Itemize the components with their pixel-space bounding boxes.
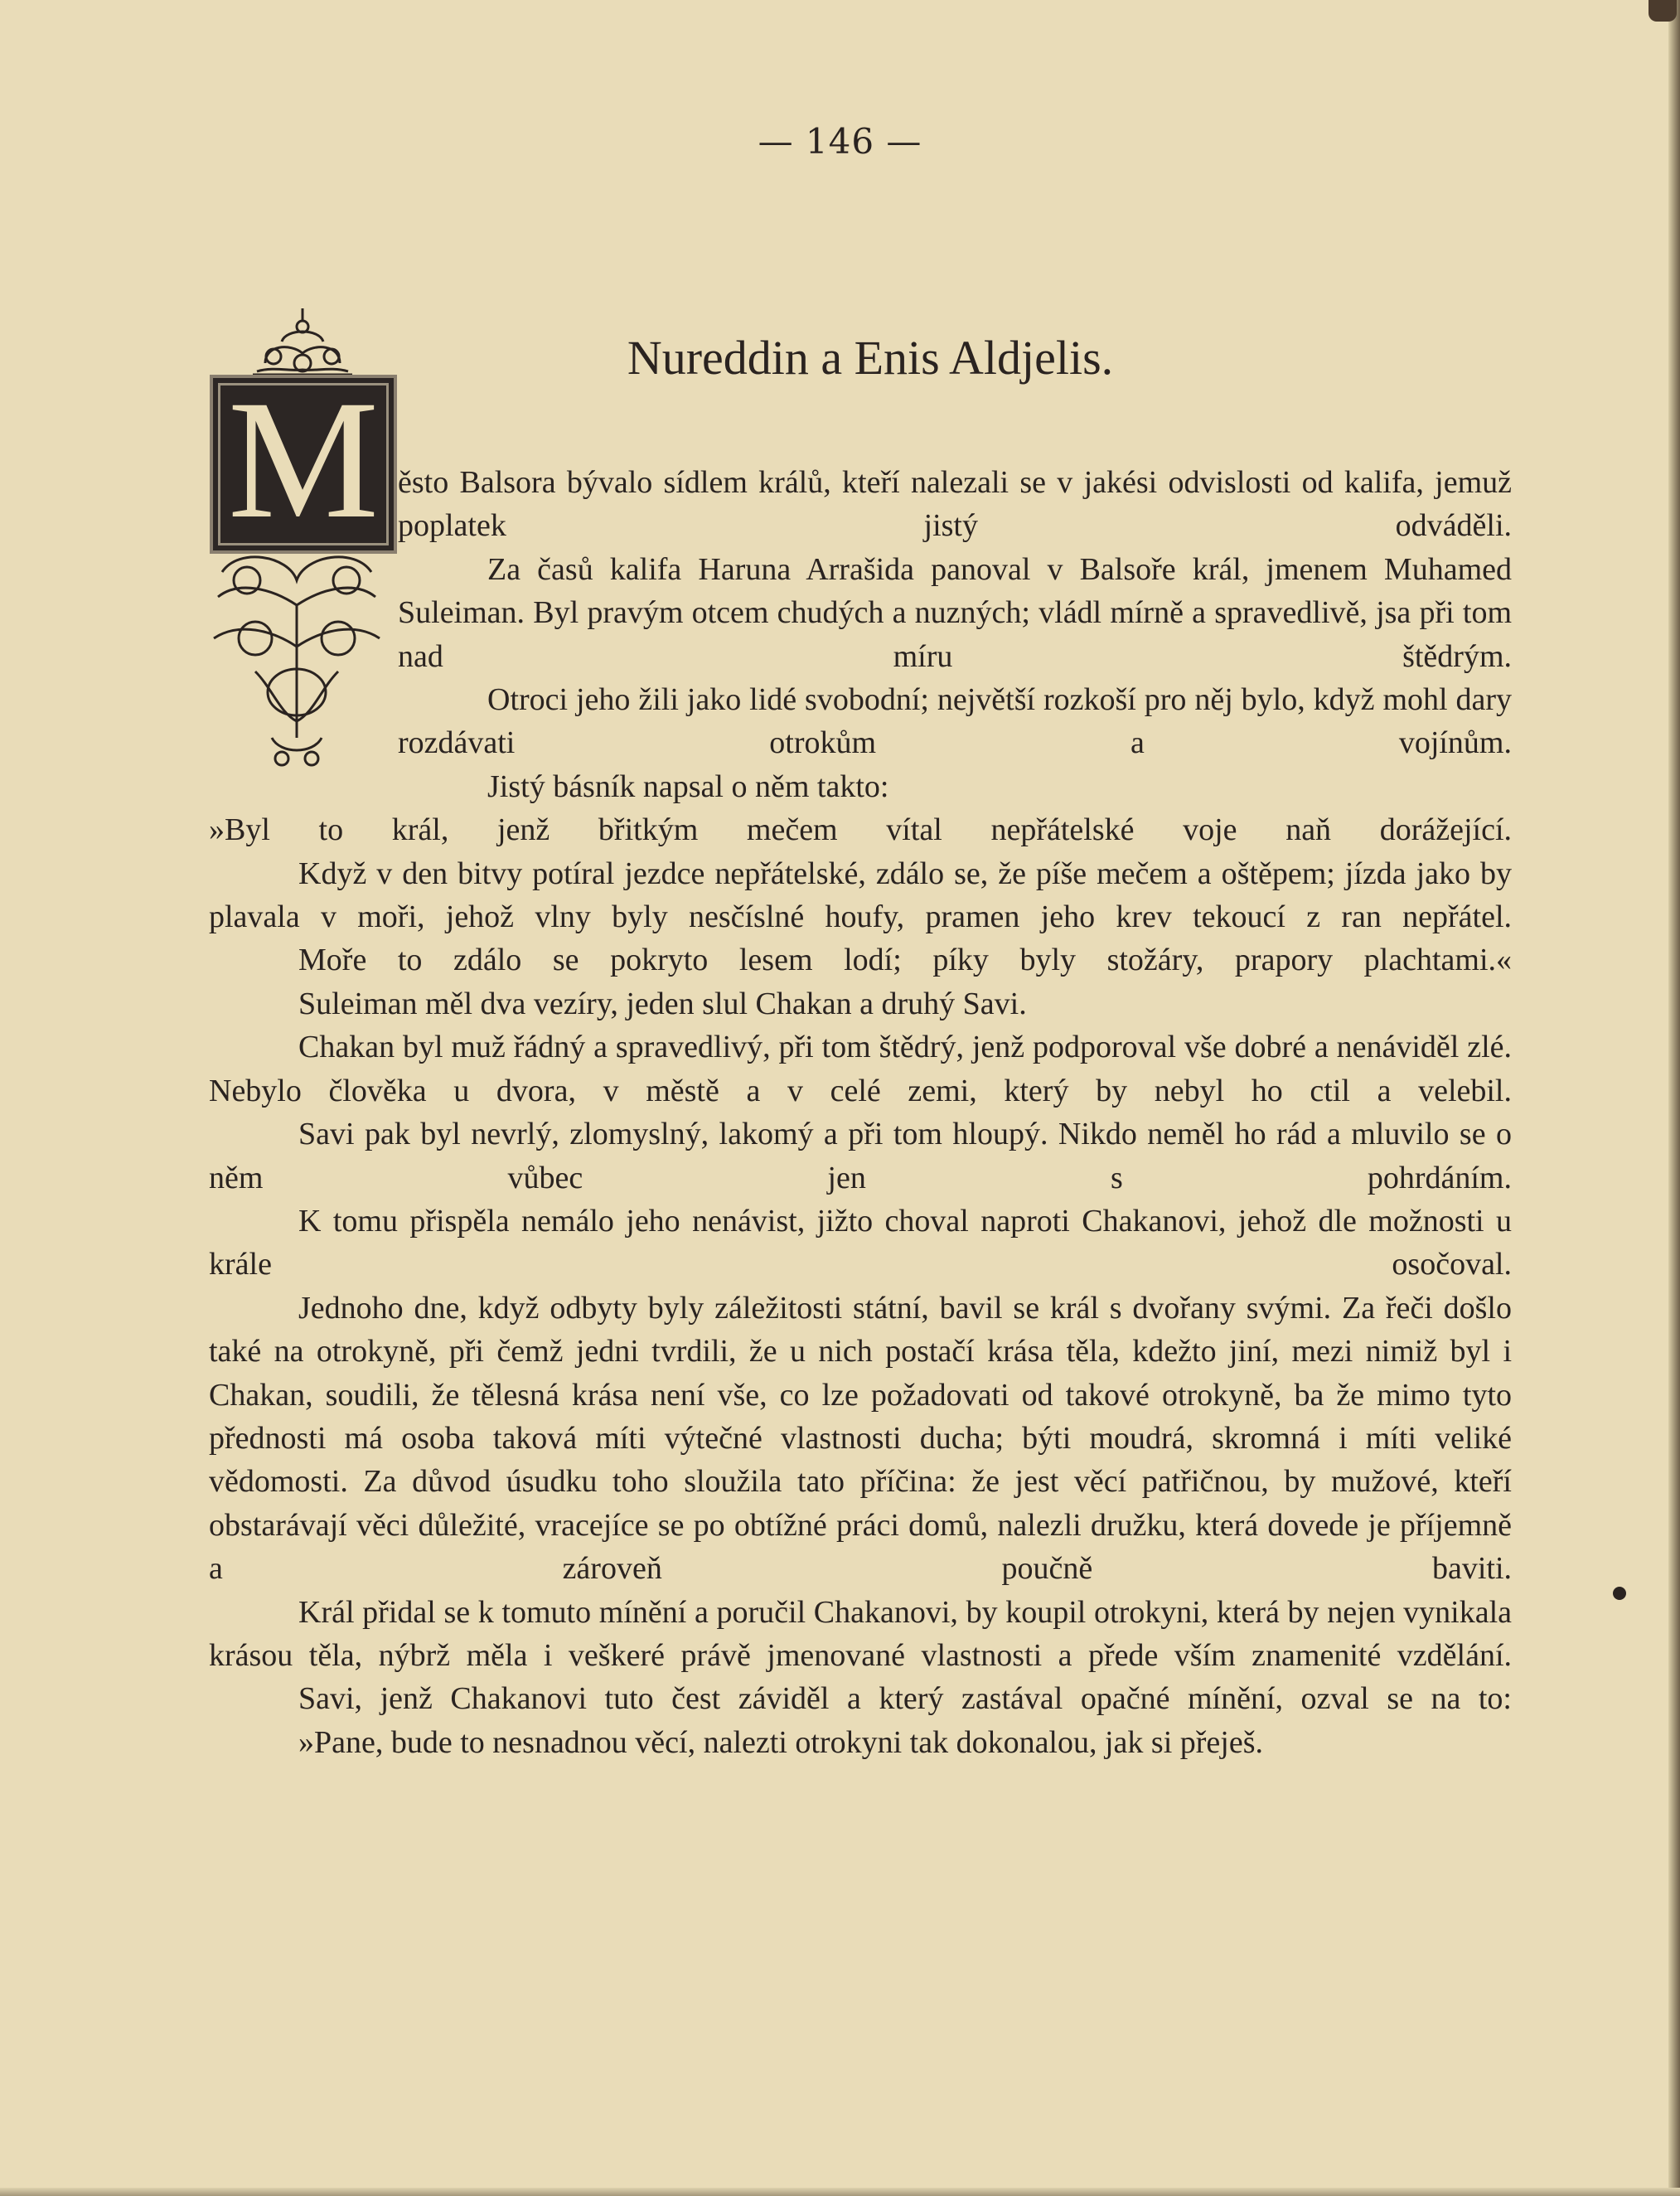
paragraph-7: Moře to zdálo se pokryto lesem lodí; píky byly stožáry, prapory plachtami.« (298, 943, 1512, 978)
initial-letter: M (227, 366, 380, 554)
paragraph-5: »Byl to král, jenž břitkým mečem vítal nepřátelské voje naň dorážející. (209, 812, 1512, 848)
page-number-header: — 146 — (758, 121, 922, 162)
paragraph-3: Otroci jeho žili jako lidé svobodní; největší rozkoší pro něj bylo, když mohl dary rozdávati otrokům a vojínům. (398, 682, 1512, 761)
paragraph-4: Jistý básník napsal o něm takto: (487, 768, 889, 804)
page-edge-bottom (0, 2188, 1680, 2196)
body-text (209, 461, 1512, 1764)
page-edge-right (1668, 0, 1680, 2196)
paragraph-14: Savi, jenž Chakanovi tuto čest záviděl a který zastával opačné mínění, ozval se na to: (298, 1681, 1512, 1717)
paragraph-8: Suleiman měl dva vezíry, jeden slul Chakan a druhý Savi. (298, 986, 1027, 1021)
paragraph-9: Chakan byl muž řádný a spravedlivý, při tom štědrý, jenž podporoval vše dobré a nenáviděl zlé. Nebylo člověka u dvora, v městě a v celé zemi, který by nebyl ho ctil a velebil. (209, 1030, 1512, 1108)
paragraph-11: K tomu přispěla nemálo jeho nenávist, jižto choval naproti Chakanovi, jehož dle možnosti u krále osočoval. (209, 1203, 1512, 1282)
paragraph-10: Savi pak byl nevrlý, zlomyslný, lakomý a při tom hloupý. Nikdo neměl ho rád a mluvilo se o něm vůbec jen s pohrdáním. (209, 1117, 1512, 1195)
binding-mark (1649, 0, 1677, 22)
paragraph-1: ěsto Balsora bývalo sídlem králů, kteří nalezali se v jakési odvislosti od kalifa, jemuž poplatek jistý odváděli. (398, 465, 1512, 544)
paragraph-2: Za časů kalifa Haruna Arrašida panoval v Balsoře král, jmenem Muhamed Suleiman. Byl pravým otcem chudých a nuzných; vládl mírně a spravedlivě, jsa při tom nad míru štědrým. (398, 551, 1512, 674)
paragraph-6: Když v den bitvy potíral jezdce nepřátelské, zdálo se, že píše mečem a oštěpem; jízda jako by plavala v moři, jehož vlny byly nesčíslné houfy, pramen jeho krev tekoucí z ran nepřátel. (209, 856, 1512, 935)
paragraph-15: »Pane, bude to nesnadnou věcí, nalezti otrokyni tak dokonalou, jak si přeješ. (298, 1724, 1263, 1760)
chapter-title: Nureddin a Enis Aldjelis. (627, 331, 1114, 385)
margin-dot (1613, 1587, 1626, 1600)
paragraph-13: Král přidal se k tomuto mínění a poručil Chakanovi, by koupil otrokyni, která by nejen vynikala krásou těla, nýbrž měla i veškeré právě jmenované vlastnosti a přede vším znamenité vzdělání. (209, 1594, 1512, 1673)
paragraph-12: Jednoho dne, když odbyty byly záležitosti státní, bavil se král s dvořany svými. Za řeči došlo také na otrokyně, při čemž jedni tvrdili, že u nich postačí krása těla, kdežto jiní, mezi nimiž byl i Chakan, soudili, že tělesná krása není vše, co lze požadovati od takové otrokyně, ba že mimo tyto přednosti má osoba taková míti výtečné vlastnosti ducha; býti moudrá, skromná i míti veliké vědomosti. Za důvod úsudku toho sloužila tato příčina: že jest věcí patřičnou, by mužové, kteří obstarávají věci důležité, vracejíce se po obtížné práci domů, nalezli družku, která dovede je příjemně a zároveň poučně baviti. (209, 1290, 1512, 1587)
